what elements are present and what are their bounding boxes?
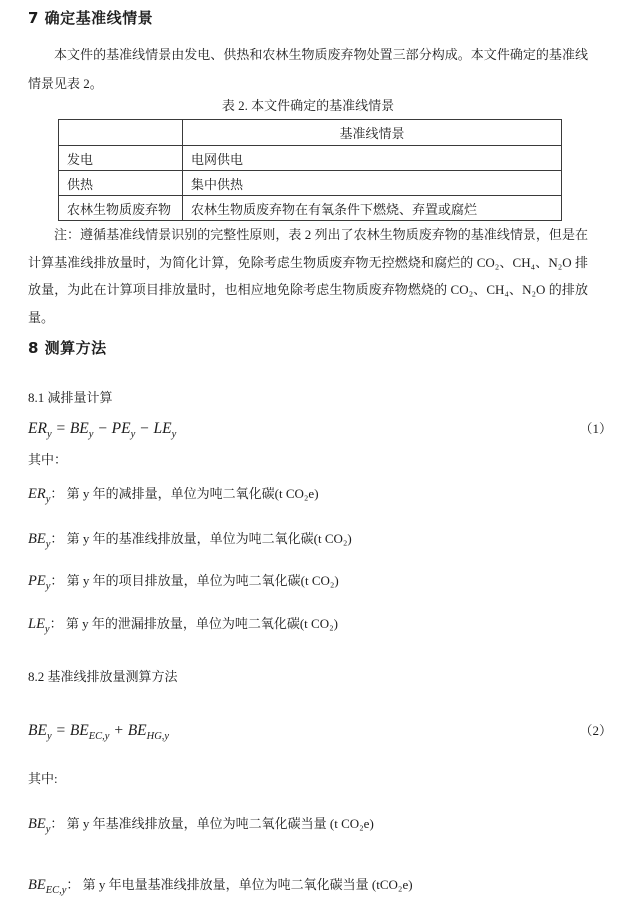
table-header-row: [59, 120, 562, 146]
table-cell-value: 集中供热: [183, 171, 562, 196]
table-row-heating: [59, 171, 562, 196]
definition-BE-y: [28, 528, 612, 550]
symbol-BE-y: $BE_y$: [28, 531, 51, 550]
definition-PE-y: [28, 570, 612, 592]
definition-text: ： 第 y 年的项目排放量，单位为吨二氧化碳(t CO₂): [50, 573, 339, 588]
section-8-1-heading: 8.1 减排量计算: [28, 390, 113, 405]
equation-number-2: （2）: [579, 723, 612, 738]
definition-text: ： 第 y 年基准线排放量，单位为吨二氧化碳当量 (t CO₂e): [50, 816, 374, 831]
table-row-power: [59, 146, 562, 171]
formula-baseline-emission: $BE_y = BE_{EC,y} + BE_{HG,y}$: [28, 722, 170, 743]
table-cell-label: 供热: [59, 171, 183, 196]
table-row-biomass: [59, 196, 562, 221]
equation-2-row: [28, 720, 612, 742]
table-cell-label: 农林生物质废弃物: [59, 196, 183, 221]
definition-text: ： 第 y 年的减排量，单位为吨二氧化碳(t CO₂e): [50, 486, 319, 501]
symbol-BE-y-2: $BE_y$: [28, 816, 51, 835]
symbol-BE-EC-y: $BE_{EC,y}$: [28, 877, 67, 896]
formula-emission-reduction: $ER_y = BE_y - PE_y - LE_y$: [28, 420, 177, 441]
definition-ER-y: [28, 483, 612, 505]
definition-text: ： 第 y 年电量基准线排放量，单位为吨二氧化碳当量 (tCO₂e): [66, 877, 413, 892]
where-label-2: 其中:: [28, 771, 58, 786]
table-header-baseline-cell: 基准线情景: [183, 120, 562, 146]
baseline-scenario-table: [58, 119, 562, 221]
table-header-empty-cell: [59, 120, 183, 146]
section-8-2-heading: 8.2 基准线排放量测算方法: [28, 669, 178, 684]
definition-text: ： 第 y 年的基准线排放量，单位为吨二氧化碳(t CO₂): [50, 531, 352, 546]
section-7-intro-paragraph: 本文件的基准线情景由发电、供热和农林生物质废弃物处置三部分构成。本文件确定的基准线情景见表 2。: [28, 47, 588, 91]
where-label-1: 其中：: [28, 452, 68, 467]
equation-1-row: [28, 418, 612, 440]
definition-BE-y-2: [28, 813, 612, 835]
section-8-heading: 8 测算方法: [28, 339, 107, 357]
definition-BE-EC-y: [28, 874, 612, 896]
symbol-PE-y: $PE_y$: [28, 573, 51, 592]
table-cell-value: 电网供电: [183, 146, 562, 171]
equation-number-1: （1）: [579, 421, 612, 436]
definition-text: ： 第 y 年的泄漏排放量，单位为吨二氧化碳(t CO₂): [49, 616, 338, 631]
table-2-caption: 表 2. 本文件确定的基准线情景: [221, 98, 395, 113]
section-7-heading: 7 确定基准线情景: [28, 9, 154, 27]
symbol-LE-y: $LE_y$: [28, 616, 50, 635]
table-cell-label: 发电: [59, 146, 183, 171]
table-cell-value: 农林生物质废弃物在有氧条件下燃烧、弃置或腐烂: [183, 196, 562, 221]
symbol-ER-y: $ER_y$: [28, 486, 51, 505]
table-2-note-paragraph: 注：遵循基准线情景识别的完整性原则，表 2 列出了农林生物质废弃物的基准线情景，但是在计算基准线排放量时，为简化计算，免除考虑生物质废弃物无控燃烧和腐烂的 CO₂、CH₄、N₂O 排放量，为此在计算项目排放量时，也相应地免除考虑生物质废弃物燃烧的 CO₂、CH₄、N₂O 的排放量。: [28, 227, 588, 325]
definition-LE-y: [28, 613, 612, 635]
